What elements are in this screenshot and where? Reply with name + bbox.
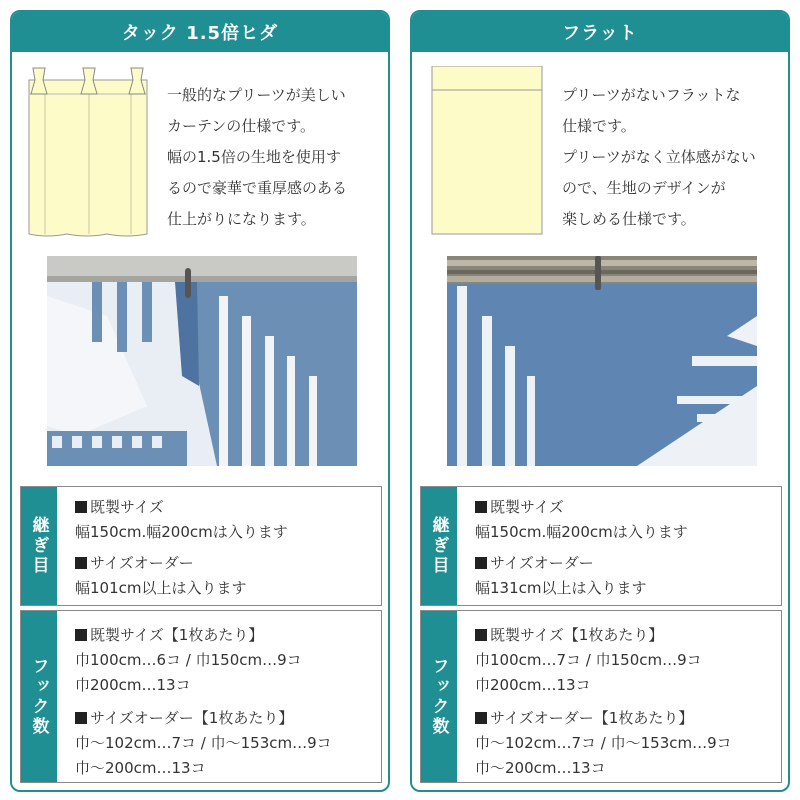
square-bullet-icon [75, 629, 87, 641]
panel-flat [410, 10, 790, 792]
joint-heading: 既製サイズ [75, 495, 375, 520]
hook-line: 巾～102cm…7コ / 巾～153cm…9コ [75, 734, 332, 752]
hook-box [20, 610, 382, 783]
hook-heading: 既製サイズ【1枚あたり】 [475, 623, 775, 648]
description-line: るので豪華で重厚感のある [167, 179, 348, 197]
joint-line: 幅131cm以上は入ります [475, 579, 647, 597]
description-line: カーテンの仕様です。 [167, 117, 316, 135]
description-line: ので、生地のデザインが [562, 179, 726, 197]
hook-line: 巾200cm…13コ [475, 676, 591, 694]
hook-line: 巾100cm…6コ / 巾150cm…9コ [75, 651, 302, 669]
flat-curtain-illustration [430, 66, 552, 238]
joint-box [420, 486, 782, 606]
description-line: プリーツがなく立体感がない [562, 148, 756, 166]
hook-line: 巾100cm…7コ / 巾150cm…9コ [475, 651, 702, 669]
description-line: 仕上がりになります。 [167, 210, 316, 228]
hook-content [475, 623, 775, 781]
panel-title: タック 1.5倍ヒダ [12, 12, 388, 52]
hook-label: フック数 [421, 611, 457, 782]
square-bullet-icon [475, 712, 487, 724]
square-bullet-icon [75, 501, 87, 513]
joint-heading: 既製サイズ [475, 495, 775, 520]
hook-line: 巾200cm…13コ [75, 676, 191, 694]
joint-heading: サイズオーダー [475, 551, 775, 576]
square-bullet-icon [75, 712, 87, 724]
hook-line: 巾～200cm…13コ [475, 759, 606, 777]
joint-line: 幅150cm.幅200cmは入ります [475, 523, 688, 541]
hook-content [75, 623, 375, 781]
description-line: プリーツがないフラットな [562, 86, 741, 104]
panel-title: フラット [412, 12, 788, 52]
square-bullet-icon [75, 557, 87, 569]
joint-label: 継ぎ目 [21, 487, 57, 605]
hook-line: 巾～200cm…13コ [75, 759, 206, 777]
joint-content [75, 495, 375, 601]
joint-box [20, 486, 382, 606]
square-bullet-icon [475, 557, 487, 569]
description-line: 楽しめる仕様です。 [562, 210, 696, 228]
description [167, 80, 387, 235]
description [562, 80, 782, 235]
description-line: 幅の1.5倍の生地を使用す [167, 148, 341, 166]
square-bullet-icon [475, 501, 487, 513]
description-line: 一般的なプリーツが美しい [167, 86, 346, 104]
joint-line: 幅150cm.幅200cmは入ります [75, 523, 288, 541]
joint-content [475, 495, 775, 601]
square-bullet-icon [475, 629, 487, 641]
hook-heading: サイズオーダー【1枚あたり】 [75, 706, 375, 731]
panel-tuck [10, 10, 390, 792]
pleated-curtain-photo [47, 256, 357, 466]
hook-box [420, 610, 782, 783]
pleated-curtain-illustration [27, 66, 149, 238]
joint-heading: サイズオーダー [75, 551, 375, 576]
hook-line: 巾～102cm…7コ / 巾～153cm…9コ [475, 734, 732, 752]
description-line: 仕様です。 [562, 117, 636, 135]
joint-label: 継ぎ目 [421, 487, 457, 605]
hook-heading: サイズオーダー【1枚あたり】 [475, 706, 775, 731]
joint-line: 幅101cm以上は入ります [75, 579, 247, 597]
flat-curtain-photo [447, 256, 757, 466]
hook-heading: 既製サイズ【1枚あたり】 [75, 623, 375, 648]
hook-label: フック数 [21, 611, 57, 782]
